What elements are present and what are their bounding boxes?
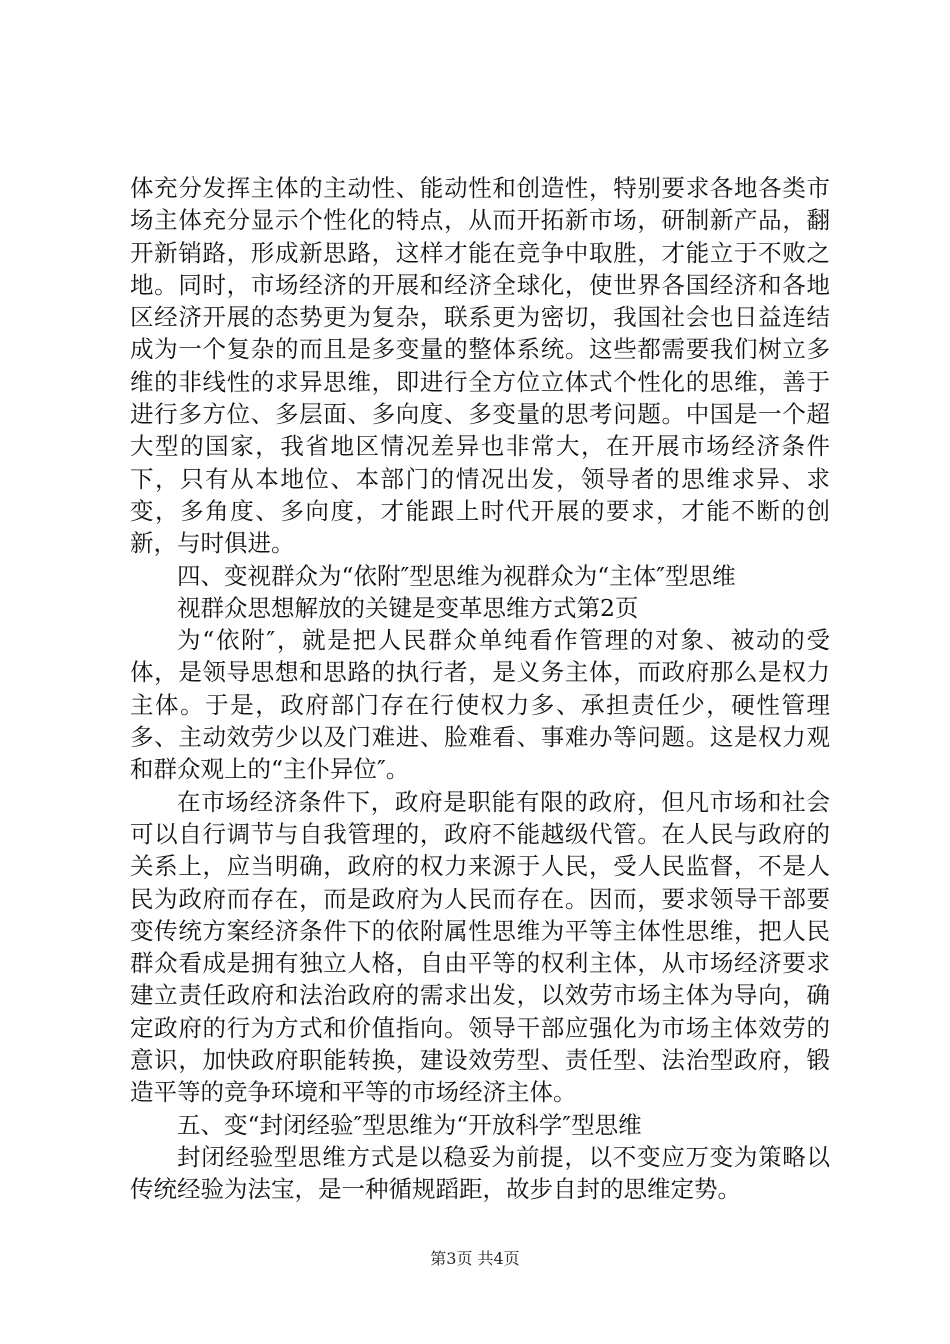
page-footer [0,1246,950,1269]
paragraph-continuation: 体充分发挥主体的主动性、能动性和创造性，特别要求各地各类市场主体充分显示个性化的特点，从而开拓新市场，研制新产品，翻开新销路，形成新思路，这样才能在竞争中取胜，才能立于不败之地。同时，市场经济的开展和经济全球化，使世界各国经济和各地区经济开展的态势更为复杂，联系更为密切，我国社会也日益连结成为一个复杂的而且是多变量的整体系统。这些都需要我们树立多维的非线性的求异思维，即进行全方位立体式个性化的思维，善于进行多方位、多层面、多向度、多变量的思考问题。中国是一个超大型的国家，我省地区情况差异也非常大，在开展市场经济条件下，只有从本地位、本部门的情况出发，领导者的思维求异、求变，多角度、多向度，才能跟上时代开展的要求，才能不断的创新，与时俱进。 [130,174,830,558]
paragraph-closed-experience: 封闭经验型思维方式是以稳妥为前提，以不变应万变为策略以传统经验为法宝，是一种循规蹈距，故步自封的思维定势。 [130,1142,830,1204]
document-body [130,172,830,1206]
running-title-line: 视群众思想解放的关键是变革思维方式第2页 [177,593,639,622]
page-number-label: 第3页 共4页 [430,1249,520,1268]
section-heading-five: 五、变“封闭经验″型思维为“开放科学″型思维 [177,1110,642,1139]
paragraph-dependency: 为“依附″，就是把人民群众单纯看作管理的对象、被动的受体，是领导思想和思路的执行者，是义务主体，而政府那么是权力主体。于是，政府部门存在行使权力多、承担责任少，硬性管理多、主动效劳少以及门难进、脸难看、事难办等问题。这是权力观和群众观上的“主仆异位″。 [130,626,830,784]
section-heading-four: 四、变视群众为“依附″型思维为视群众为“主体″型思维 [177,561,736,590]
paragraph-market-economy: 在市场经济条件下，政府是职能有限的政府，但凡市场和社会可以自行调节与自我管理的，政府不能越级代管。在人民与政府的关系上，应当明确，政府的权力来源于人民，受人民监督，不是人民为政府而存在，而是政府为人民而存在。因而，要求领导干部要变传统方案经济条件下的依附属性思维为平等主体性思维，把人民群众看成是拥有独立人格，自由平等的权利主体，从市场经济要求建立责任政府和法治政府的需求出发，以效劳市场主体为导向，确定政府的行为方式和价值指向。领导干部应强化为市场主体效劳的意识，加快政府职能转换，建设效劳型、责任型、法治型政府，锻造平等的竞争环境和平等的市场经济主体。 [130,787,830,1107]
